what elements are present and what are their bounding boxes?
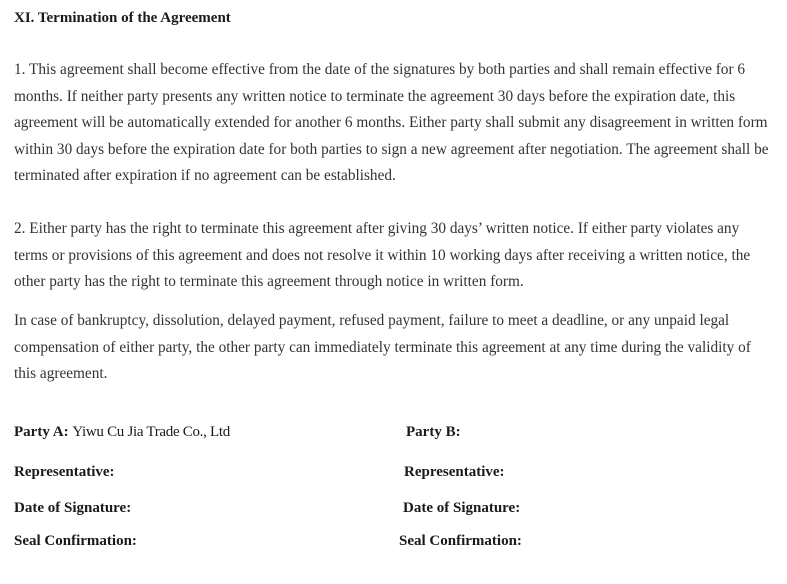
paragraph-effective-term: 1. This agreement shall become effective from the date of the signatures by both parties and shall remain effective for 6 months. If neither party presents any written notice to terminate the agreement 30 days before the expiration date, this agreement will be automatically extended for another 6 months. Either party shall submit any disagreement in written form within 30 days before the expiration date for both parties to sign a new agreement after negotiation. The agreement shall be terminated after expiration if no agreement can be established. xyxy=(14,61,769,184)
party-b-representative-label: Representative: xyxy=(404,464,505,480)
party-b-representative xyxy=(404,464,505,481)
party-a-representative-label: Representative: xyxy=(14,464,115,480)
party-a-name: Yiwu Cu Jia Trade Co., Ltd xyxy=(72,424,230,440)
party-b-date-label: Date of Signature: xyxy=(403,500,521,516)
party-b-seal-label: Seal Confirmation: xyxy=(399,533,522,549)
party-a-representative xyxy=(14,464,115,481)
party-b-date xyxy=(403,500,520,517)
party-a-seal-label: Seal Confirmation: xyxy=(14,533,137,549)
paragraph-termination-notice: 2. Either party has the right to terminate this agreement after giving 30 days’ written notice. If either party violates any terms or provisions of this agreement and does not resolve it within 10 working days after receiving a written notice, the other party has the right to terminate this agreement through notice in written form. xyxy=(14,220,751,290)
paragraph-immediate-termination: In case of bankruptcy, dissolution, delayed payment, refused payment, failure to meet a deadline, or any unpaid legal compensation of either party, the other party can immediately terminate this agreement at any time during the validity of this agreement. xyxy=(14,312,751,382)
party-b-label: Party B: xyxy=(406,424,461,440)
party-a-date xyxy=(14,500,131,517)
party-a-line xyxy=(14,424,230,441)
party-b-seal xyxy=(399,533,522,550)
party-b-line xyxy=(406,424,461,441)
section-heading: XI. Termination of the Agreement xyxy=(14,10,231,26)
party-a-label: Party A: xyxy=(14,424,69,440)
party-a-date-label: Date of Signature: xyxy=(14,500,132,516)
party-a-seal xyxy=(14,533,137,550)
